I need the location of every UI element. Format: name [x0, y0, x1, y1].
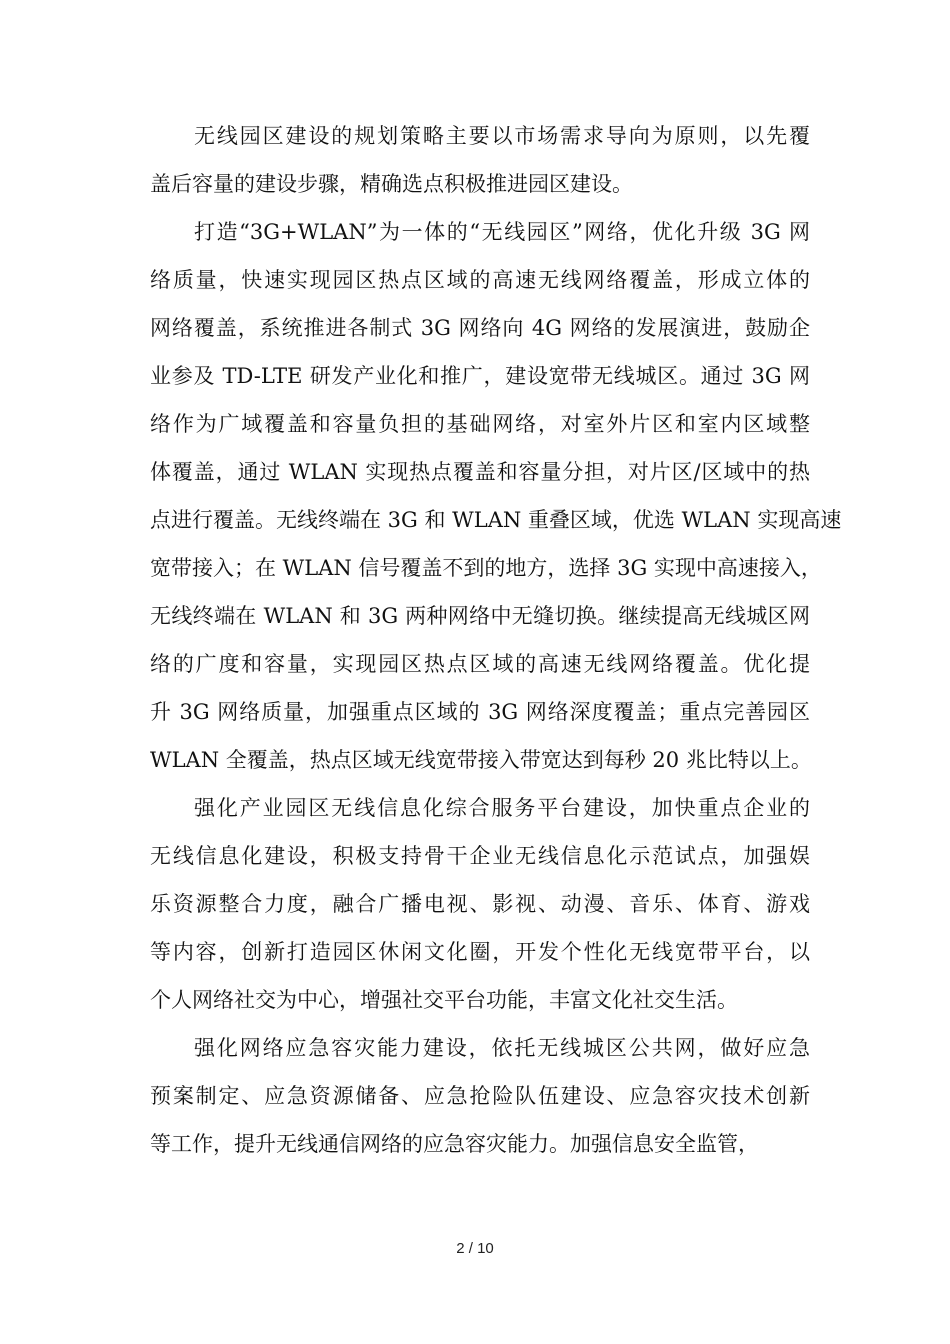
text-line: 盖后容量的建设步骤，精确选点积极推进园区建设。	[150, 172, 633, 196]
text-line: 等内容，创新打造园区休闲文化圈，开发个性化无线宽带平台，以	[150, 940, 810, 964]
text-line: 点进行覆盖。无线终端在 3G 和 WLAN 重叠区域，优选 WLAN 实现高速	[150, 508, 842, 532]
paragraph-2	[150, 208, 842, 784]
text-line: 体覆盖，通过 WLAN 实现热点覆盖和容量分担，对片区/区域中的热	[150, 460, 810, 484]
text-line: 打造“3G+WLAN”为一体的“无线园区”网络，优化升级 3G 网	[194, 220, 810, 244]
text-line: 预案制定、应急资源储备、应急抢险队伍建设、应急容灾技术创新	[150, 1084, 810, 1108]
text-line: 业参及 TD-LTE 研发产业化和推广，建设宽带无线城区。通过 3G 网	[150, 364, 810, 388]
text-line: 络质量，快速实现园区热点区域的高速无线网络覆盖，形成立体的	[150, 268, 810, 292]
text-line: WLAN 全覆盖，热点区域无线宽带接入带宽达到每秒 20 兆比特以上。	[150, 748, 812, 772]
text-line: 无线终端在 WLAN 和 3G 两种网络中无缝切换。继续提高无线城区网	[150, 604, 810, 628]
paragraph-1	[150, 112, 810, 208]
page-number: 2 / 10	[456, 1240, 494, 1257]
text-line: 无线信息化建设，积极支持骨干企业无线信息化示范试点，加强娱	[150, 844, 810, 868]
text-line: 络的广度和容量，实现园区热点区域的高速无线网络覆盖。优化提	[150, 652, 810, 676]
text-line: 等工作，提升无线通信网络的应急容灾能力。加强信息安全监管，	[150, 1132, 759, 1156]
paragraph-4	[150, 1024, 810, 1168]
text-line: 强化产业园区无线信息化综合服务平台建设，加快重点企业的	[194, 796, 810, 820]
text-line: 强化网络应急容灾能力建设，依托无线城区公共网，做好应急	[194, 1036, 810, 1060]
text-line: 络作为广域覆盖和容量负担的基础网络，对室外片区和室内区域整	[150, 412, 810, 436]
text-line: 网络覆盖，系统推进各制式 3G 网络向 4G 网络的发展演进，鼓励企	[150, 316, 810, 340]
document-body	[150, 112, 842, 1168]
text-line: 个人网络社交为中心，增强社交平台功能，丰富文化社交生活。	[150, 988, 738, 1012]
text-line: 乐资源整合力度，融合广播电视、影视、动漫、音乐、体育、游戏	[150, 892, 810, 916]
text-line: 无线园区建设的规划策略主要以市场需求导向为原则，以先覆	[194, 124, 810, 148]
text-line: 升 3G 网络质量，加强重点区域的 3G 网络深度覆盖；重点完善园区	[150, 700, 810, 724]
paragraph-3	[150, 784, 810, 1024]
text-line: 宽带接入；在 WLAN 信号覆盖不到的地方，选择 3G 实现中高速接入，	[150, 556, 822, 580]
